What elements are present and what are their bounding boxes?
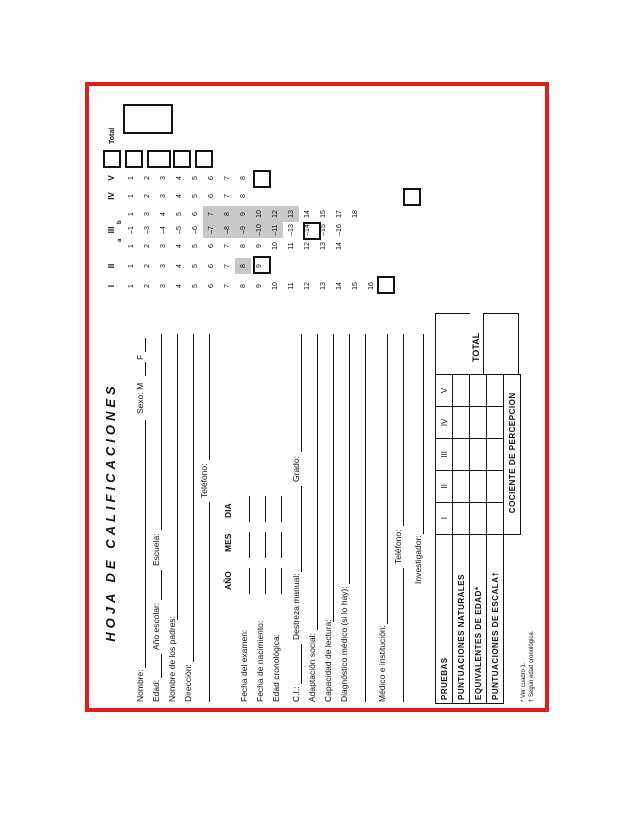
- grid-cell-iiib[interactable]: –5: [175, 226, 183, 234]
- grid-cell-iiic[interactable]: 7: [203, 206, 219, 222]
- line-nombre-padres[interactable]: [177, 334, 178, 620]
- total-cell[interactable]: [483, 313, 519, 374]
- grid-cell-iiic[interactable]: 5: [175, 212, 183, 216]
- line-fe-dia[interactable]: [249, 496, 250, 522]
- grid-cell-iiia[interactable]: 5: [191, 244, 199, 248]
- grid-cell-iiib[interactable]: –1: [127, 226, 135, 234]
- table-row: [504, 375, 521, 704]
- grid-cell-ii[interactable]: 1: [127, 264, 135, 268]
- grid-cell-i[interactable]: 5: [191, 284, 199, 288]
- grid-cell-v[interactable]: 1: [127, 176, 135, 180]
- grid-cell-iv[interactable]: 4: [175, 194, 183, 198]
- grid-cell-iiic[interactable]: 10: [251, 206, 267, 222]
- grid-cell-i[interactable]: 8: [239, 284, 247, 288]
- grid-cell-iiia[interactable]: 3: [159, 244, 167, 248]
- grid-cell-iiib[interactable]: –15: [319, 224, 327, 236]
- cell[interactable]: [470, 470, 487, 502]
- line-nombre[interactable]: [145, 420, 146, 668]
- label-telefono-2: Teléfono:: [393, 529, 403, 564]
- line-ci[interactable]: [301, 644, 302, 684]
- grid-cell-iv[interactable]: 3: [159, 194, 167, 198]
- grid-cell-i[interactable]: 13: [319, 282, 327, 290]
- label-fecha-nacimiento: Fecha de nacimiento:: [255, 620, 265, 702]
- line-edad[interactable]: [161, 654, 162, 678]
- grid-cell-iiib[interactable]: –6: [191, 226, 199, 234]
- grid-cell-iiib[interactable]: –4: [159, 226, 167, 234]
- grid-cell-iiia[interactable]: 9: [255, 244, 263, 248]
- cell[interactable]: [487, 438, 504, 470]
- grid-cell-iiic[interactable]: 18: [351, 210, 359, 218]
- grid-cell-iiib[interactable]: –13: [287, 224, 295, 236]
- grid-score-box[interactable]: [253, 170, 271, 188]
- label-adaptacion: Adaptación social:: [307, 633, 317, 702]
- table-row: [470, 375, 487, 704]
- grid-cell-i[interactable]: 11: [287, 282, 295, 290]
- grid-header-I: I: [107, 284, 116, 288]
- grid-cell-iiic[interactable]: 9: [235, 206, 251, 222]
- grid-cell-v[interactable]: 2: [143, 176, 151, 180]
- cell[interactable]: [470, 375, 487, 407]
- table-row: [487, 375, 504, 704]
- grid-cell-iiic[interactable]: 17: [335, 210, 343, 218]
- grid-cell-iiia[interactable]: 12: [303, 242, 311, 250]
- grid-cell-iiic[interactable]: 14: [303, 210, 311, 218]
- grid-cell-iv[interactable]: 7: [223, 194, 231, 198]
- label-diagnostico: Diagnóstico médico (si lo hay):: [339, 586, 349, 702]
- label-destreza: Destreza manual:: [291, 573, 301, 640]
- label-sexo-f: F: [135, 354, 145, 360]
- grid-cell-i[interactable]: 6: [207, 284, 215, 288]
- grid-cell-iiic[interactable]: 6: [191, 212, 199, 216]
- grid-header-V: V: [107, 175, 116, 181]
- grid-cell-v[interactable]: 4: [175, 176, 183, 180]
- line-fn-dia[interactable]: [265, 496, 266, 522]
- col-header-IV: IV: [436, 406, 453, 438]
- table-row: [453, 375, 470, 704]
- grid-cell-ii[interactable]: 8: [235, 258, 251, 274]
- grid-cell-iiic[interactable]: 8: [219, 206, 235, 222]
- line-capacidad[interactable]: [333, 334, 334, 622]
- line-escuela[interactable]: [161, 334, 162, 530]
- line-adaptacion[interactable]: [317, 334, 318, 630]
- grid-cell-ii[interactable]: 6: [207, 264, 215, 268]
- grid-score-box[interactable]: [103, 150, 121, 168]
- label-capacidad: Capacidad de lectura:: [323, 619, 333, 702]
- line-telefono-2[interactable]: [403, 334, 404, 526]
- grid-cell-i[interactable]: 7: [223, 284, 231, 288]
- col-dia: DIA: [223, 503, 233, 518]
- grid-cell-iiib[interactable]: –8: [219, 222, 235, 238]
- grid-cell-ii[interactable]: 7: [223, 264, 231, 268]
- col-header-V: V: [436, 375, 453, 407]
- grid-cell-i[interactable]: 3: [159, 284, 167, 288]
- grid-score-box[interactable]: [377, 276, 395, 294]
- cell[interactable]: [487, 502, 504, 534]
- grid-cell-iiia[interactable]: 1: [127, 244, 135, 248]
- cell[interactable]: [453, 438, 470, 470]
- line-investigador[interactable]: [423, 334, 424, 534]
- grid-cell-v[interactable]: 8: [239, 176, 247, 180]
- line-ec-anio[interactable]: [281, 568, 282, 594]
- grid-cell-iiia[interactable]: 13: [319, 242, 327, 250]
- col-header-I: I: [436, 502, 453, 534]
- grid-cell-iiic[interactable]: 13: [283, 206, 299, 222]
- grid-cell-iiic[interactable]: 3: [143, 212, 151, 216]
- cell[interactable]: [487, 406, 504, 438]
- grid-total-word: Total: [109, 127, 116, 144]
- line-sexo-f[interactable]: [145, 338, 146, 352]
- grid-cell-iiia[interactable]: 2: [143, 244, 151, 248]
- label-anio-escolar: Año escolar:: [151, 602, 161, 650]
- row-label-escala: PUNTUACIONES DE ESCALA†: [487, 534, 504, 703]
- grid-cell-iiib[interactable]: –14: [303, 224, 311, 236]
- grid-cell-i[interactable]: 1: [127, 284, 135, 288]
- col-anio: AÑO: [223, 571, 233, 590]
- line-fn-mes[interactable]: [265, 532, 266, 558]
- grid-cell-iiia[interactable]: 7: [223, 244, 231, 248]
- cell[interactable]: [470, 406, 487, 438]
- line-destreza[interactable]: [301, 486, 302, 572]
- grid-score-box[interactable]: [173, 150, 191, 168]
- label-telefono: Teléfono:: [199, 463, 209, 498]
- line-ec-dia[interactable]: [281, 496, 282, 522]
- grid-cell-iiia[interactable]: 14: [335, 242, 343, 250]
- col-mes: MES: [223, 533, 233, 552]
- grid-cell-iiib[interactable]: –9: [235, 222, 251, 238]
- label-nombre: Nombre:: [135, 669, 145, 702]
- cell[interactable]: [453, 470, 470, 502]
- grid-cell-iiib[interactable]: –3: [143, 226, 151, 234]
- grid-cell-iv[interactable]: 5: [191, 194, 199, 198]
- grid-cell-v[interactable]: 5: [191, 176, 199, 180]
- grid-cell-ii[interactable]: 9: [255, 264, 263, 268]
- grid-cell-iv[interactable]: 1: [127, 194, 135, 198]
- grid-cell-iiia[interactable]: 10: [271, 242, 279, 250]
- grid-cell-iv[interactable]: 2: [143, 194, 151, 198]
- table-header-row: [436, 375, 453, 704]
- label-escuela: Escuela:: [151, 533, 161, 566]
- score-grid: [103, 94, 543, 294]
- line-medico-2[interactable]: [403, 568, 404, 702]
- grid-cell-iv[interactable]: 6: [207, 194, 215, 198]
- cociente-label: COCIENTE DE PERCEPCION: [504, 375, 521, 535]
- grid-sub-b: b: [117, 220, 123, 224]
- grid-cell-iiia[interactable]: 4: [175, 244, 183, 248]
- grid-cell-v[interactable]: 6: [207, 176, 215, 180]
- grid-cell-iiic[interactable]: 1: [127, 212, 135, 216]
- grid-sub-a: a: [117, 238, 123, 242]
- grid-cell-i[interactable]: 15: [351, 282, 359, 290]
- line-ec-mes[interactable]: [281, 532, 282, 558]
- label-investigador: Investigador:: [413, 535, 423, 584]
- grid-cell-v[interactable]: 7: [223, 176, 231, 180]
- cell[interactable]: [453, 406, 470, 438]
- label-direccion: Dirección:: [183, 664, 193, 702]
- grid-score-box[interactable]: [195, 150, 213, 168]
- col-header-II: II: [436, 470, 453, 502]
- col-header-III: III: [436, 438, 453, 470]
- cell[interactable]: [470, 502, 487, 534]
- line-anio-escolar[interactable]: [161, 570, 162, 600]
- grid-cell-iiic[interactable]: 4: [159, 212, 167, 216]
- grid-cell-i[interactable]: 10: [271, 282, 279, 290]
- grid-cell-ii[interactable]: 5: [191, 264, 199, 268]
- grid-cell-iiib[interactable]: –7: [203, 222, 219, 238]
- grid-header-III: III: [107, 226, 116, 234]
- label-edad: Edad:: [151, 679, 161, 702]
- red-border-frame: [85, 82, 549, 712]
- total-label: TOTAL: [471, 332, 481, 362]
- cell[interactable]: [487, 375, 504, 407]
- line-medico[interactable]: [387, 334, 388, 624]
- line-direccion[interactable]: [193, 334, 194, 662]
- grid-cell-iiib[interactable]: –10: [251, 222, 267, 238]
- rotated-score-sheet: [93, 90, 549, 712]
- grid-score-box[interactable]: [403, 188, 421, 206]
- grid-cell-iiia[interactable]: 6: [207, 244, 215, 248]
- total-box-top: [435, 313, 470, 374]
- sheet-title: HOJA DE CALIFICACIONES: [103, 382, 118, 642]
- line-diagnostico[interactable]: [349, 334, 350, 584]
- grid-cell-i[interactable]: 14: [335, 282, 343, 290]
- row-label-equivalentes: EQUIVALENTES DE EDAD*: [470, 534, 487, 703]
- grid-cell-iiic[interactable]: 15: [319, 210, 327, 218]
- grid-cell-i[interactable]: 2: [143, 284, 151, 288]
- grid-score-box[interactable]: [253, 256, 271, 274]
- grid-cell-iiib[interactable]: –11: [267, 222, 283, 238]
- cell[interactable]: [453, 375, 470, 407]
- grid-cell-iiic[interactable]: 12: [267, 206, 283, 222]
- grid-cell-ii[interactable]: 2: [143, 264, 151, 268]
- label-medico: Médico e institución:: [377, 624, 387, 702]
- line-fe-mes[interactable]: [249, 532, 250, 558]
- label-nombre-padres: Nombre de los padres:: [167, 616, 177, 702]
- grid-score-box[interactable]: [303, 222, 321, 240]
- grid-cell-i[interactable]: 16: [367, 282, 375, 290]
- note-2: † Según edad cronológica.: [529, 630, 535, 702]
- line-grado[interactable]: [301, 334, 302, 452]
- grid-total-box[interactable]: [123, 104, 173, 134]
- grid-cell-iiia[interactable]: 11: [287, 242, 295, 250]
- line-direccion-2[interactable]: [209, 502, 210, 702]
- scores-table: [435, 374, 521, 704]
- grid-cell-iv[interactable]: 8: [239, 194, 247, 198]
- line-diagnostico-2[interactable]: [365, 334, 366, 702]
- grid-cell-iiib[interactable]: –16: [335, 224, 343, 236]
- note-1: * Ver cuadro 1.: [521, 662, 527, 702]
- label-sexo: Sexo: M: [135, 382, 145, 414]
- grid-score-box[interactable]: [147, 150, 171, 168]
- grid-header-IV: IV: [107, 192, 116, 200]
- grid-cell-ii[interactable]: 3: [159, 264, 167, 268]
- grid-cell-ii[interactable]: 4: [175, 264, 183, 268]
- grid-cell-v[interactable]: 3: [159, 176, 167, 180]
- label-fecha-examen: Fecha del examen:: [239, 629, 249, 702]
- line-telefono[interactable]: [209, 334, 210, 460]
- grid-cell-i[interactable]: 12: [303, 282, 311, 290]
- row-label-naturales: PUNTUACIONES NATURALES: [453, 534, 470, 703]
- grid-cell-i[interactable]: 4: [175, 284, 183, 288]
- grid-cell-i[interactable]: 9: [255, 284, 263, 288]
- cell[interactable]: [487, 470, 504, 502]
- cell[interactable]: [470, 438, 487, 470]
- label-ci: C.I.:: [291, 686, 301, 702]
- grid-header-II: II: [107, 263, 116, 269]
- table-header-pruebas: PRUEBAS: [436, 534, 453, 703]
- grid-score-box[interactable]: [125, 150, 143, 168]
- cell[interactable]: [453, 502, 470, 534]
- line-sexo-m[interactable]: [145, 362, 146, 376]
- line-fe-anio[interactable]: [249, 568, 250, 594]
- label-grado: Grado:: [291, 456, 301, 482]
- line-fn-anio[interactable]: [265, 568, 266, 594]
- label-edad-cronologica: Edad cronológica:: [271, 633, 281, 702]
- grid-cell-iiia[interactable]: 8: [239, 244, 247, 248]
